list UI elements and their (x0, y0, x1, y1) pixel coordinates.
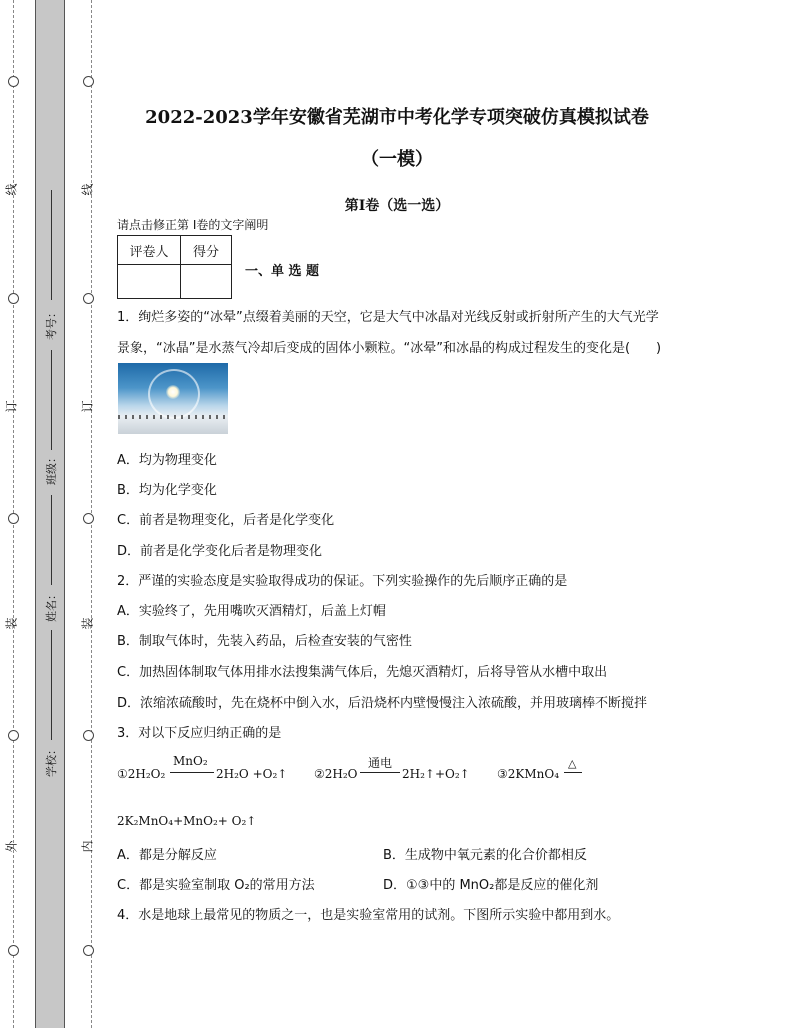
reaction-3-arrow (564, 772, 582, 773)
margin-mark-ding: 订 (80, 400, 95, 413)
q1-stem-line1: 1．绚烂多姿的“冰晕”点缀着美丽的天空，它是大气中冰晶对光线反射或折射所产生的大气光学 (117, 310, 659, 325)
part-heading: 一、单 选 题 (245, 264, 320, 279)
q2-option-d: D．浓缩浓硫酸时，先在烧杯中倒入水，后沿烧杯内壁慢慢注入浓硫酸，并用玻璃棒不断搅拌 (117, 696, 648, 711)
school-label: 学校： (45, 744, 58, 777)
score-table-header-score: 得分 (181, 236, 232, 265)
binding-hole-circle (83, 513, 94, 524)
exam-title: 2022-2023学年安徽省芜湖市中考化学专项突破仿真模拟试卷 (145, 107, 649, 128)
q1-option-b: B．均为化学变化 (117, 483, 217, 498)
margin-mark-wai: 外 (4, 840, 19, 853)
q3-option-a: A．都是分解反应 (117, 848, 217, 863)
binding-hole-circle (8, 730, 19, 741)
q1-option-c: C．前者是物理变化，后者是化学变化 (117, 513, 335, 528)
exam-subtitle: （一模） (361, 149, 433, 170)
binding-hole-circle (8, 76, 19, 87)
margin-mark-ding: 订 (4, 400, 19, 413)
margin-mark-nei: 内 (80, 840, 95, 853)
reaction-2-reactant: ②2H₂O (314, 767, 358, 781)
horizon-figures (118, 415, 228, 419)
name-label: 姓名： (45, 589, 58, 622)
q1-option-a: A．均为物理变化 (117, 453, 217, 468)
q2-stem: 2．严谨的实验态度是实验取得成功的保证。下列实验操作的先后顺序正确的是 (117, 574, 568, 589)
reaction-1-product: 2H₂O +O₂↑ (216, 767, 288, 781)
q3-option-d: D．①③中的 MnO₂都是反应的催化剂 (383, 878, 599, 893)
q4-stem: 4．水是地球上最常见的物质之一，也是实验室常用的试剂。下图所示实验中都用到水。 (117, 908, 620, 923)
instruction-note: 请点击修正第 I卷的文字阐明 (117, 218, 269, 232)
margin-mark-zhuang: 装 (4, 617, 19, 630)
reaction-1-condition: MnO₂ (173, 754, 208, 768)
score-table-header-grader: 评卷人 (118, 236, 181, 265)
binding-hole-circle (83, 945, 94, 956)
q2-option-c: C．加热固体制取气体用排水法搜集满气体后，先熄灭酒精灯，后将导管从水槽中取出 (117, 665, 608, 680)
q1-stem-line2: 景象，“冰晶”是水蒸气冷却后变成的固体小颗粒。“冰晕”和冰晶的构成过程发生的变化是( ) (117, 341, 662, 356)
name-blank (51, 495, 52, 585)
reaction-2-arrow (360, 772, 400, 773)
margin-mark-xian: 线 (4, 183, 19, 196)
reaction-2-product: 2H₂↑+O₂↑ (402, 767, 470, 781)
reaction-1-arrow (170, 772, 214, 773)
margin-mark-xian: 线 (80, 183, 95, 196)
section-title: 第I卷（选一选） (344, 198, 450, 214)
q3-stem: 3．对以下反应归纳正确的是 (117, 726, 282, 741)
q2-option-a: A．实验终了，先用嘴吹灭酒精灯，后盖上灯帽 (117, 604, 386, 619)
reaction-2-condition: 通电 (368, 756, 393, 770)
reaction-1-reactant: ①2H₂O₂ (117, 767, 166, 781)
score-table-cell (181, 265, 232, 299)
class-label: 班级： (45, 452, 58, 485)
sun (166, 385, 180, 399)
school-blank (51, 630, 52, 740)
binding-hole-circle (83, 293, 94, 304)
binding-hole-circle (83, 76, 94, 87)
q1-option-d: D．前者是化学变化后者是物理变化 (117, 544, 323, 559)
reaction-3-condition: △ (568, 757, 577, 770)
ice-halo-photo (118, 363, 228, 434)
score-table (117, 235, 232, 299)
q3-option-b: B．生成物中氧元素的化合价都相反 (383, 848, 587, 863)
binding-hole-circle (83, 730, 94, 741)
margin-mark-zhuang: 装 (80, 617, 95, 630)
q2-option-b: B．制取气体时，先装入药品，后检查安装的气密性 (117, 634, 412, 649)
score-table-cell (118, 265, 181, 299)
class-blank (51, 350, 52, 450)
binding-hole-circle (8, 945, 19, 956)
binding-hole-circle (8, 513, 19, 524)
q3-option-c: C．都是实验室制取 O₂的常用方法 (117, 878, 315, 893)
reaction-3-product: 2K₂MnO₄+MnO₂+ O₂↑ (117, 814, 257, 828)
binding-hole-circle (8, 293, 19, 304)
exam-number-label: 考号： (45, 307, 58, 340)
reaction-3-reactant: ③2KMnO₄ (497, 767, 560, 781)
